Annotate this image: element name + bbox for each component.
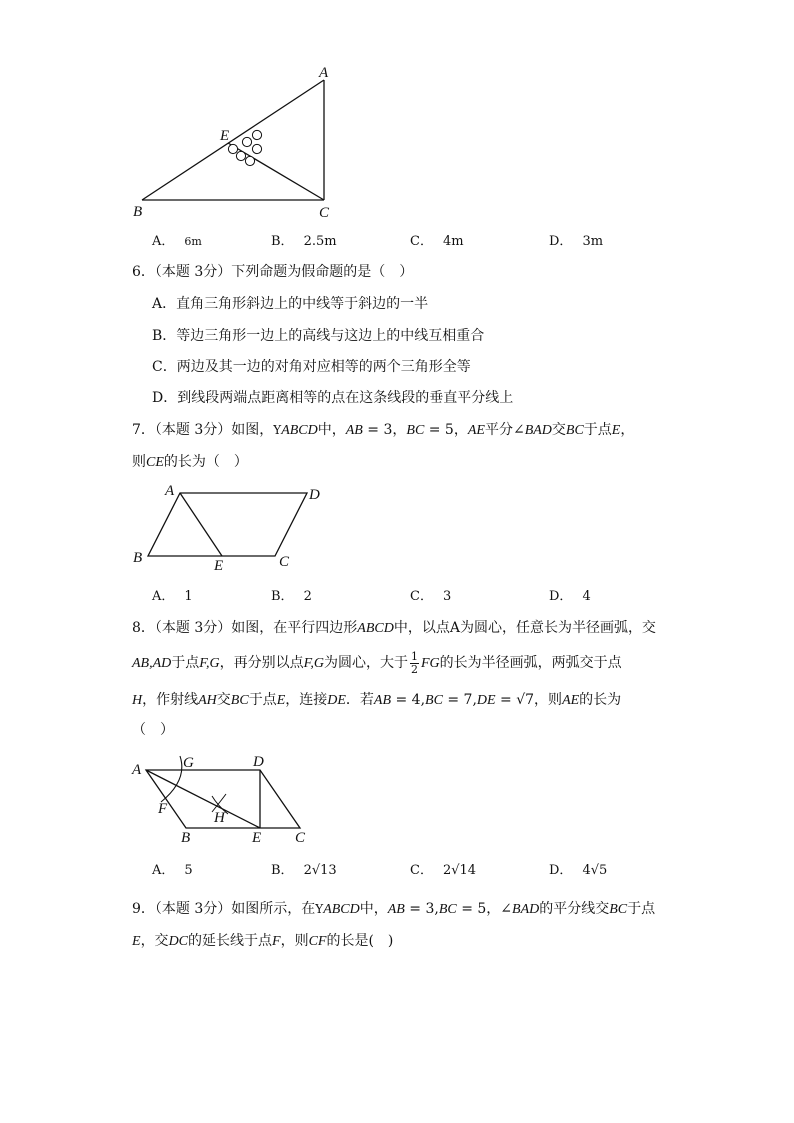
label-d: D	[309, 487, 320, 503]
q6-option-a[interactable]: A．直角三角形斜边上的中线等于斜边的一半	[152, 296, 429, 312]
q8-stem-line-3: H，作射线AH交BC于点E，连接DE．若AB = 4,BC = 7,DE = √7，则AE的长为	[132, 692, 622, 708]
q7-option-b[interactable]: B． 2	[271, 589, 312, 604]
q5-option-d[interactable]: D． 3m	[549, 234, 604, 249]
label-a: A	[132, 762, 142, 778]
q5-option-b[interactable]: B． 2.5m	[271, 234, 337, 249]
question-8-figure	[128, 750, 318, 850]
q7-option-d[interactable]: D． 4	[549, 589, 591, 604]
q8-option-c[interactable]: C． 2√14	[410, 863, 477, 878]
label-f: F	[158, 801, 168, 817]
q8-option-b[interactable]: B． 2√13	[271, 863, 337, 878]
label-e: E	[220, 128, 230, 144]
parallelogram-abcd	[148, 493, 307, 556]
label-c: C	[319, 205, 330, 221]
label-c: C	[279, 554, 290, 570]
label-e: E	[214, 558, 224, 574]
label-b: B	[181, 830, 191, 846]
q7-stem-line-2: 则CE的长为（ ）	[132, 454, 248, 470]
q8-stem-line-4: （ ）	[132, 722, 174, 738]
label-d: D	[253, 754, 264, 770]
q6-option-b[interactable]: B．等边三角形一边上的高线与这边上的中线互相重合	[152, 328, 485, 344]
q5-option-a-value: 6m	[184, 235, 202, 248]
label-h: H	[214, 810, 225, 826]
label-a: A	[319, 65, 329, 81]
q8-option-d[interactable]: D． 4√5	[549, 863, 608, 878]
label-c: C	[295, 830, 306, 846]
label-b: B	[133, 204, 143, 220]
label-b: B	[133, 550, 143, 566]
q5-option-a[interactable]: A． 6m	[152, 234, 202, 249]
q6-option-c[interactable]: C．两边及其一边的对角对应相等的两个三角形全等	[152, 359, 471, 375]
q9-stem-line-2: E，交DC的延长线于点F，则CF的长是( )	[132, 933, 394, 949]
label-e: E	[252, 830, 262, 846]
label-a: A	[165, 483, 175, 499]
ray-ah	[146, 770, 260, 828]
q7-stem-line-1: 7．（本题 3分）如图，YABCD中，AB = 3，BC = 5，AE平分∠BAD交BC于点E，	[132, 422, 635, 438]
label-g: G	[183, 755, 194, 771]
segment-ae	[180, 493, 222, 556]
q8-stem-line-2: AB,AD于点F,G，再分别以点F,G为圆心，大于 $\frac{1}{2}$ FG的长为半径画弧，两弧交于点	[132, 649, 622, 676]
q7-option-a[interactable]: A． 1	[152, 589, 193, 604]
question-5-figure	[120, 60, 350, 225]
q9-stem-line-1: 9．（本题 3分）如图所示，在YABCD中，AB = 3,BC = 5，∠BAD的平分线交BC于点	[132, 901, 656, 917]
q5-option-c[interactable]: C． 4m	[410, 234, 464, 249]
question-7-figure	[125, 478, 335, 573]
q6-stem: 6．（本题 3分）下列命题为假命题的是（ ）	[132, 264, 414, 280]
q6-option-d[interactable]: D．到线段两端点距离相等的点在这条线段的垂直平分线上	[152, 390, 514, 406]
segment-ab	[142, 80, 324, 200]
q8-option-a[interactable]: A． 5	[152, 863, 193, 878]
fraction-one-half: $\frac{1}{2}$	[410, 649, 418, 676]
q8-stem-line-1: 8．（本题 3分）如图，在平行四边形ABCD中，以点A为圆心，任意长为半径画弧，交	[132, 620, 656, 636]
q7-option-c[interactable]: C． 3	[410, 589, 452, 604]
